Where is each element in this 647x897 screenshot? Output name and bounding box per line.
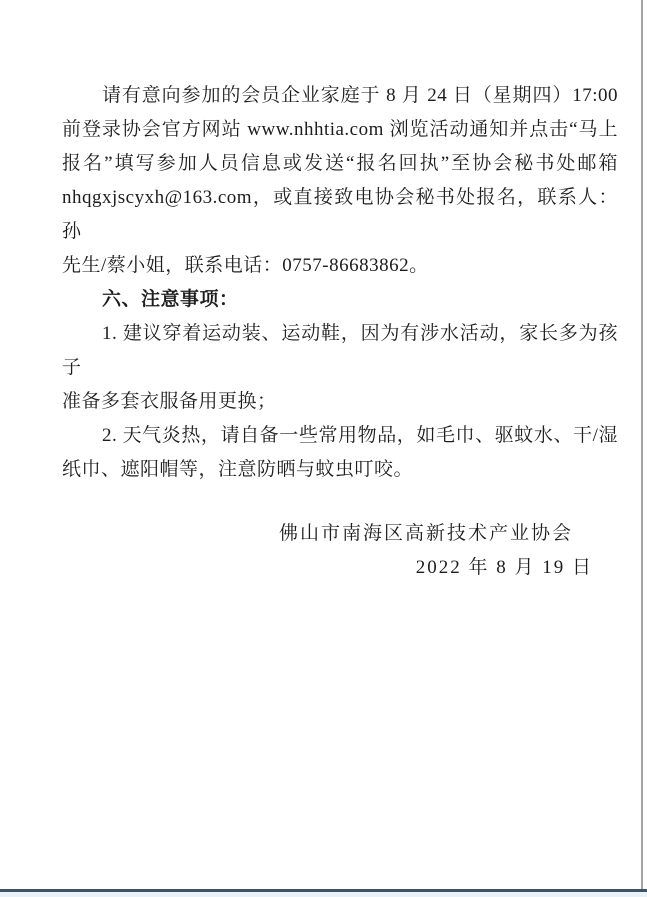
intro-line-5: 先生/蔡小姐，联系电话：0757-86683862。	[62, 255, 429, 276]
note-2-line-1: 2. 天气炎热，请自备一些常用物品，如毛巾、驱蚊水、干/湿	[102, 425, 618, 446]
signature-date: 2022 年 8 月 19 日	[415, 557, 593, 578]
note-1-line-2: 准备多套衣服备用更换；	[62, 391, 277, 412]
intro-line-2: 前登录协会官方网站 www.nhhtia.com 浏览活动通知并点击“马上	[62, 119, 618, 140]
section-heading-notes: 六、注意事项：	[102, 289, 239, 310]
intro-line-3: 报名”填写参加人员信息或发送“报名回执”至协会秘书处邮箱	[62, 153, 618, 174]
page-right-edge-line	[641, 0, 643, 890]
intro-line-4: nhqgxjscyxh@163.com，或直接致电协会秘书处报名，联系人：孙	[62, 187, 618, 242]
note-2-line-2: 纸巾、遮阳帽等，注意防晒与蚊虫叮咬。	[62, 459, 414, 480]
document-content	[62, 79, 618, 585]
intro-line-1: 请有意向参加的会员企业家庭于 8 月 24 日（星期四）17:00	[102, 85, 618, 106]
bottom-strip	[0, 892, 647, 897]
signature-organization: 佛山市南海区高新技术产业协会	[278, 523, 573, 544]
note-1-line-1: 1. 建议穿着运动装、运动鞋，因为有涉水活动，家长多为孩子	[62, 323, 618, 378]
signature-block	[62, 517, 618, 585]
